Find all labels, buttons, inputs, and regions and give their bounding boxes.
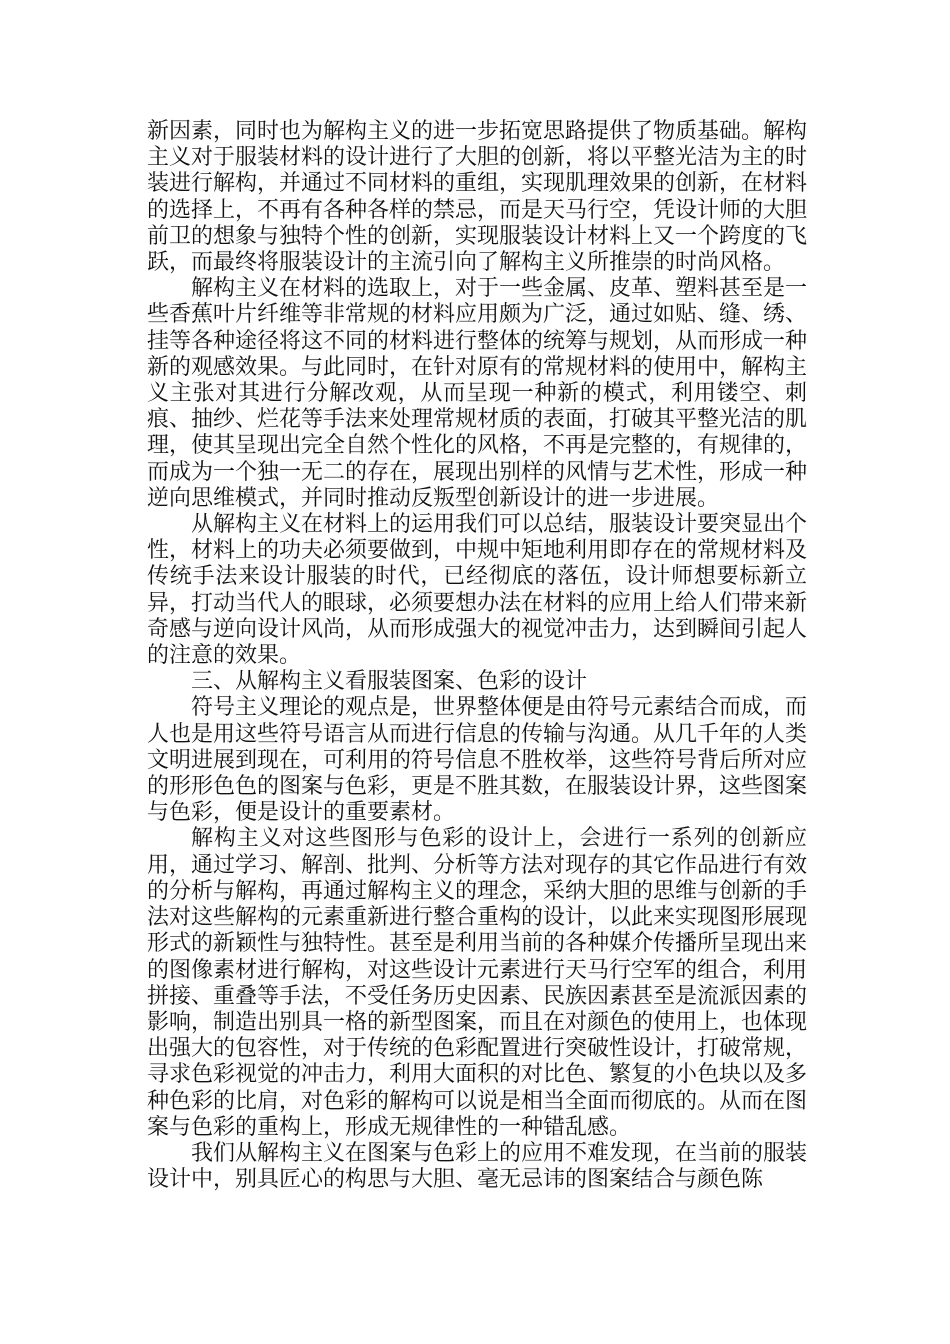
paragraph-material-summary: 从解构主义在材料上的运用我们可以总结，服装设计要突显出个性，材料上的功夫必须要做到，中规中矩地利用即存在的常规材料及传统手法来设计服装的时代，已经彻底的落伍，设计师想要标新立异，打动当代人的眼球，必须要想办法在材料的应用上给人们带来新奇感与逆向设计风尚，从而形成强大的视觉冲击力，达到瞬间引起人的注意的效果。 [147, 512, 808, 669]
paragraph-pattern-color: 解构主义对这些图形与色彩的设计上，会进行一系列的创新应用，通过学习、解剖、批判、分析等方法对现存的其它作品进行有效的分析与解构，再通过解构主义的理念，采纳大胆的思维与创新的手法对这些解构的元素重新进行整合重构的设计，以此来实现图形展现形式的新颖性与独特性。甚至是利用当前的各种媒介传播所呈现出来的图像素材进行解构，对这些设计元素进行天马行空军的组合，利用拼接、重叠等手法，不受任务历史因素、民族因素甚至是流派因素的影响，制造出别具一格的新型图案，而且在对颜色的使用上，也体现出强大的包容性，对于传统的色彩配置进行突破性设计，打破常规，寻求色彩视觉的冲击力，利用大面积的对比色、繁复的小色块以及多种色彩的比肩，对色彩的解构可以说是相当全面而彻底的。从而在图案与色彩的重构上，形成无规律性的一种错乱感。 [147, 826, 808, 1140]
paragraph-conclusion: 我们从解构主义在图案与色彩上的应用不难发现，在当前的服装设计中，别具匠心的构思与大胆、毫无忌讳的图案结合与颜色陈 [147, 1140, 808, 1193]
paragraph-continued: 新因素，同时也为解构主义的进一步拓宽思路提供了物质基础。解构主义对于服装材料的设计进行了大胆的创新，将以平整光洁为主的时装进行解构，并通过不同材料的重组，实现肌理效果的创新，在材料的选择上，不再有各种各样的禁忌，而是天马行空，凭设计师的大胆前卫的想象与独特个性的创新，实现服装设计材料上又一个跨度的飞跃，而最终将服装设计的主流引向了解构主义所推崇的时尚风格。 [147, 119, 808, 276]
section-heading: 三、从解构主义看服装图案、色彩的设计 [191, 669, 588, 695]
paragraph-material-selection: 解构主义在材料的选取上，对于一些金属、皮革、塑料甚至是一些香蕉叶片纤维等非常规的材料应用颇为广泛，通过如贴、缝、绣、挂等各种途径将这不同的材料进行整体的统筹与规划，从而形成一种新的观感效果。与此同时，在针对原有的常规材料的使用中，解构主义主张对其进行分解改观，从而呈现一种新的模式，利用镂空、刺痕、抽纱、烂花等手法来处理常规材质的表面，打破其平整光洁的肌理，使其呈现出完全自然个性化的风格，不再是完整的，有规律的，而成为一个独一无二的存在，展现出别样的风情与艺术性，形成一种逆向思维模式，并同时推动反叛型创新设计的进一步进展。 [147, 276, 808, 511]
paragraph-symbolism: 符号主义理论的观点是，世界整体便是由符号元素结合而成，而人也是用这些符号语言从而进行信息的传输与沟通。从几千年的人类文明进展到现在，可利用的符号信息不胜枚举，这些符号背后所对应的形形色色的图案与色彩，更是不胜其数，在服装设计界，这些图案与色彩，便是设计的重要素材。 [147, 695, 808, 826]
body-text [147, 119, 807, 1193]
